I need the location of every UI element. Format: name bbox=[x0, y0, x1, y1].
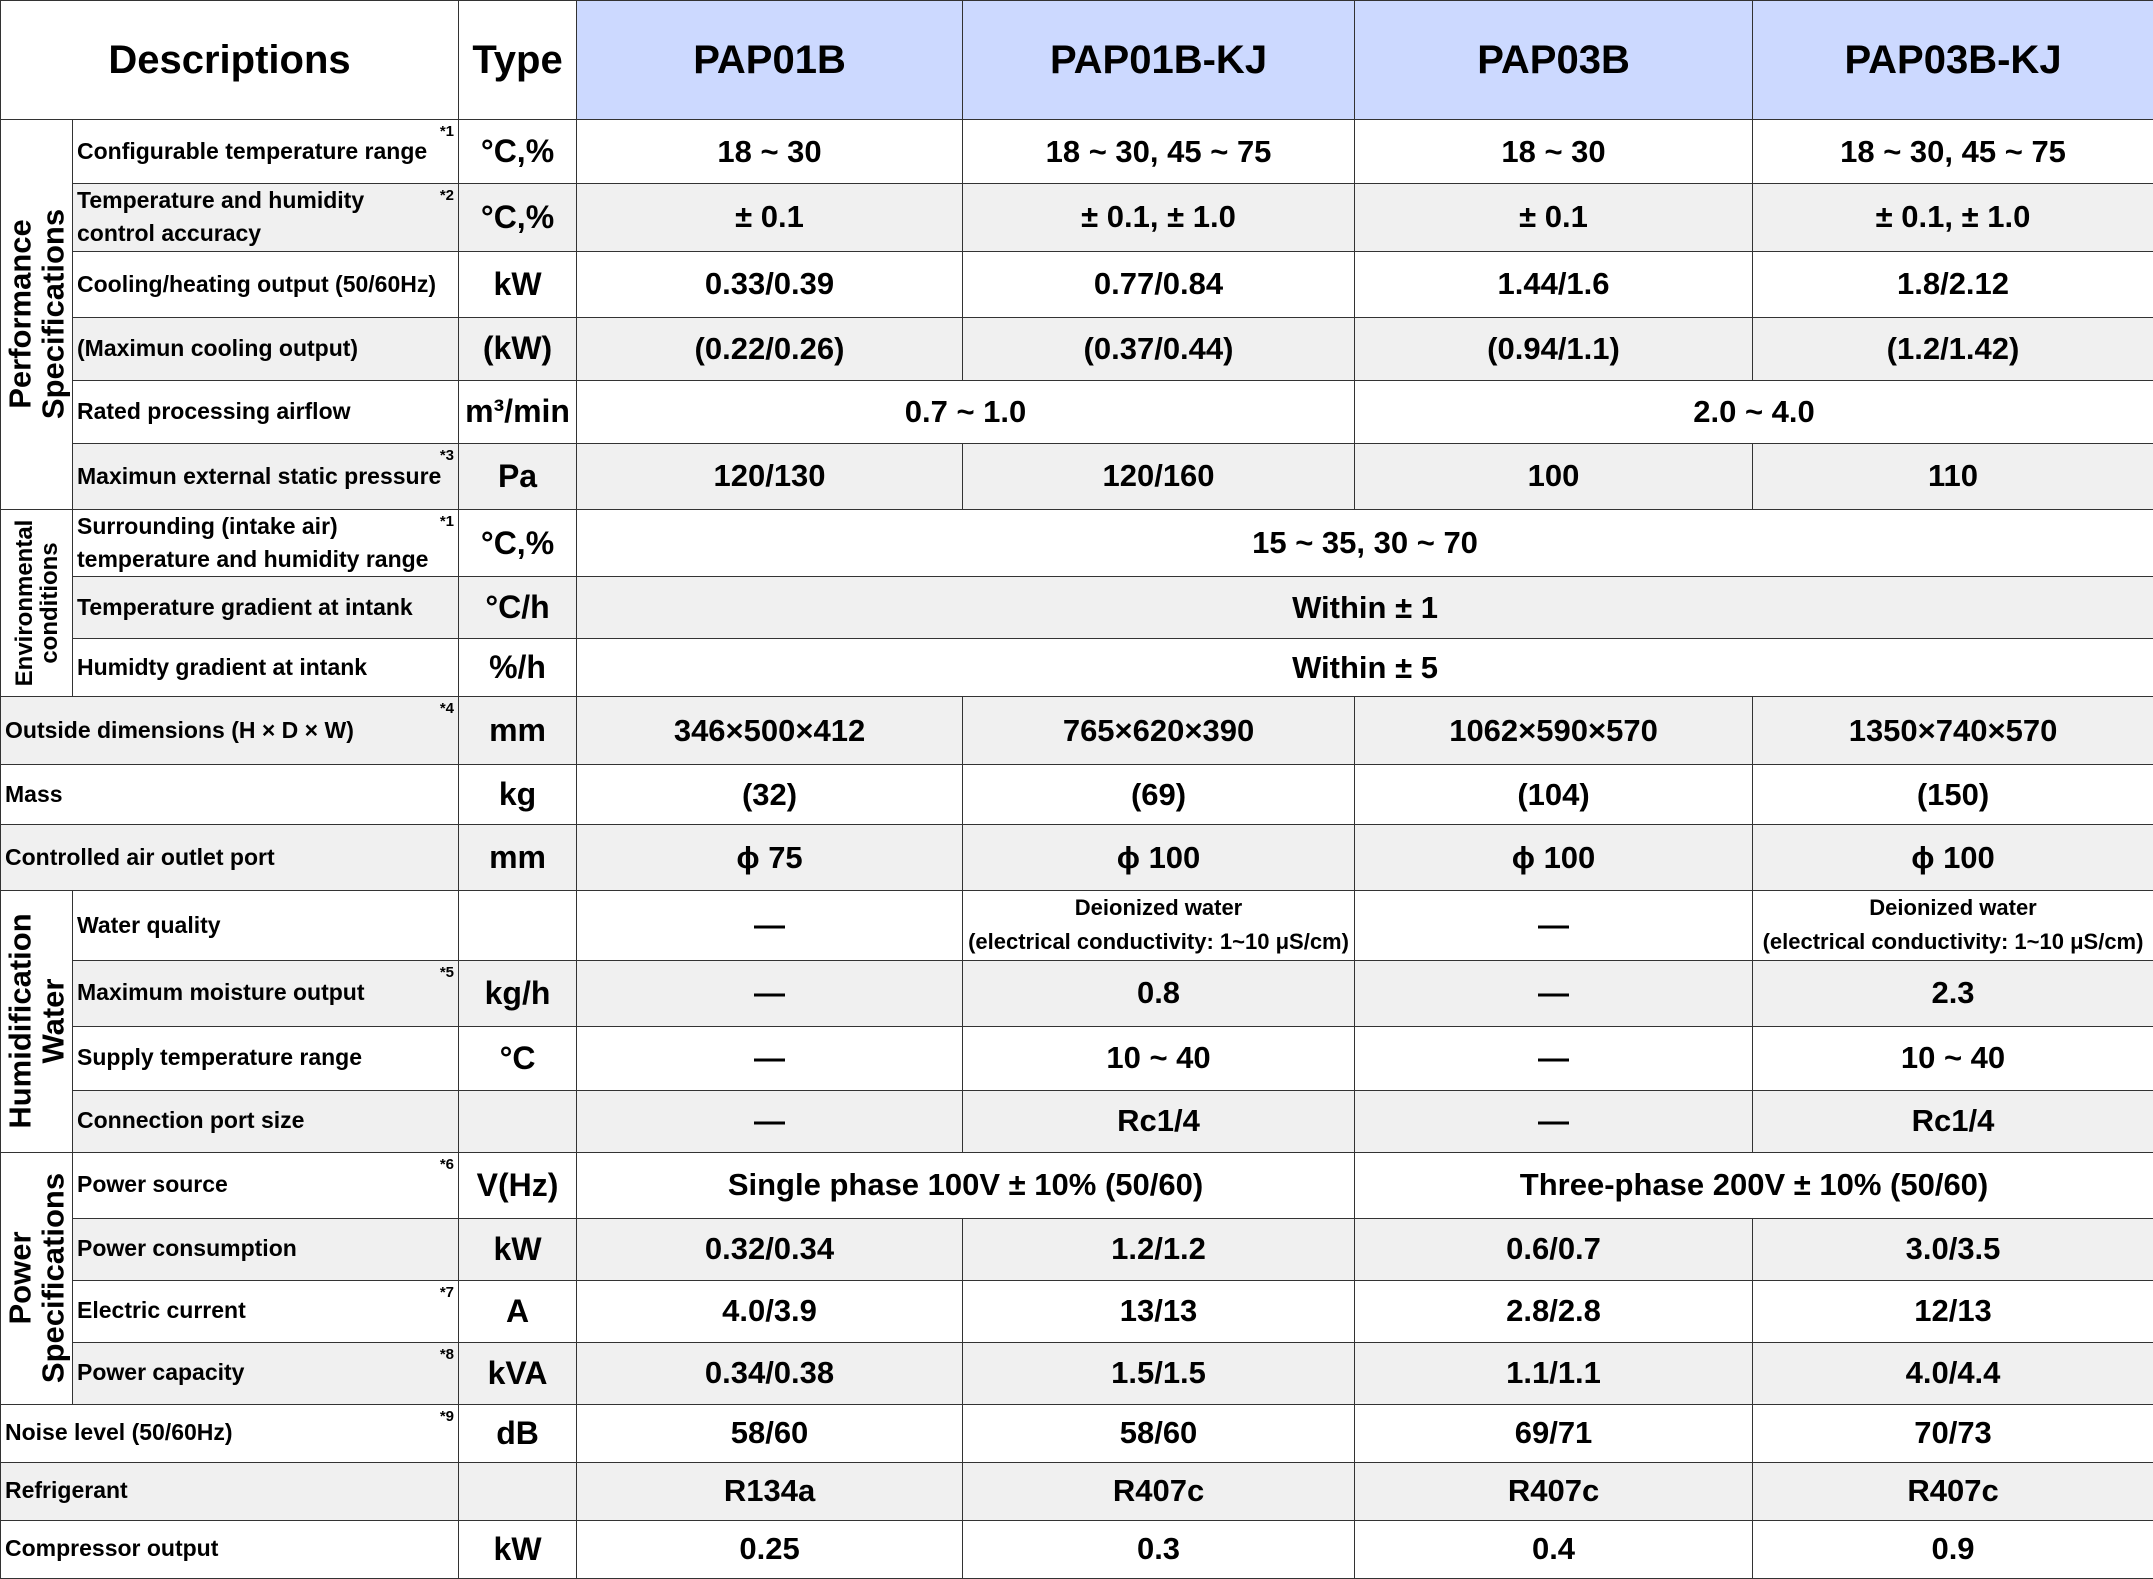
row-description: Controlled air outlet port bbox=[1, 825, 459, 891]
value-cell: — bbox=[1355, 891, 1753, 960]
value-cell: R407c bbox=[963, 1462, 1355, 1520]
row-unit bbox=[459, 891, 577, 960]
value-cell: 69/71 bbox=[1355, 1404, 1753, 1462]
value-cell: 0.7 ~ 1.0 bbox=[577, 380, 1355, 443]
row-description: Surrounding (intake air) temperature and humidity range *1 bbox=[73, 509, 459, 577]
row-unit: kW bbox=[459, 251, 577, 317]
value-cell: 2.8/2.8 bbox=[1355, 1280, 1753, 1342]
table-row bbox=[1, 1280, 2153, 1342]
value-cell: 70/73 bbox=[1753, 1404, 2153, 1462]
table-row bbox=[1, 765, 2153, 825]
table-row bbox=[1, 1152, 2153, 1218]
value-cell: 18 ~ 30, 45 ~ 75 bbox=[1753, 120, 2153, 184]
value-cell: — bbox=[1355, 960, 1753, 1026]
value-cell: 0.33/0.39 bbox=[577, 251, 963, 317]
model-header-pap03b: PAP03B bbox=[1355, 1, 1753, 120]
value-cell: 0.34/0.38 bbox=[577, 1342, 963, 1404]
row-description: Temperature and humidity control accuracy *2 bbox=[73, 184, 459, 252]
value-cell: (0.94/1.1) bbox=[1355, 317, 1753, 380]
table-row bbox=[1, 120, 2153, 184]
row-description: Cooling/heating output (50/60Hz) bbox=[73, 251, 459, 317]
value-cell: 15 ~ 35, 30 ~ 70 bbox=[577, 509, 2153, 577]
row-unit bbox=[459, 1462, 577, 1520]
table-row bbox=[1, 825, 2153, 891]
value-cell: 0.3 bbox=[963, 1520, 1355, 1578]
row-unit: °C,% bbox=[459, 184, 577, 252]
row-description: Water quality bbox=[73, 891, 459, 960]
value-cell: Deionized water (electrical conductivity: 1~10 μS/cm) bbox=[963, 891, 1355, 960]
row-description: Temperature gradient at intank bbox=[73, 577, 459, 639]
value-cell: 18 ~ 30, 45 ~ 75 bbox=[963, 120, 1355, 184]
model-header-pap01b-kj: PAP01B-KJ bbox=[963, 1, 1355, 120]
value-cell: 1.8/2.12 bbox=[1753, 251, 2153, 317]
value-cell: ± 0.1, ± 1.0 bbox=[963, 184, 1355, 252]
value-cell: 18 ~ 30 bbox=[577, 120, 963, 184]
group-label-environmental: Environmental conditions bbox=[1, 509, 73, 697]
value-cell: 12/13 bbox=[1753, 1280, 2153, 1342]
footnote-mark: *3 bbox=[440, 445, 454, 467]
value-cell: (69) bbox=[963, 765, 1355, 825]
group-label-humidification: Humidification Water bbox=[1, 891, 73, 1152]
table-row bbox=[1, 1090, 2153, 1152]
row-description: Maximun external static pressure *3 bbox=[73, 443, 459, 509]
model-header-pap01b: PAP01B bbox=[577, 1, 963, 120]
table-row bbox=[1, 960, 2153, 1026]
type-header: Type bbox=[459, 1, 577, 120]
value-cell: 0.6/0.7 bbox=[1355, 1218, 1753, 1280]
row-description: Rated processing airflow bbox=[73, 380, 459, 443]
value-cell: — bbox=[577, 1026, 963, 1090]
value-cell: (0.37/0.44) bbox=[963, 317, 1355, 380]
value-cell: — bbox=[577, 1090, 963, 1152]
row-description: Connection port size bbox=[73, 1090, 459, 1152]
value-cell: — bbox=[577, 960, 963, 1026]
table-row bbox=[1, 639, 2153, 697]
row-unit: A bbox=[459, 1280, 577, 1342]
value-cell: 1350×740×570 bbox=[1753, 697, 2153, 765]
value-cell: 13/13 bbox=[963, 1280, 1355, 1342]
row-unit: °C,% bbox=[459, 120, 577, 184]
value-cell: 1.44/1.6 bbox=[1355, 251, 1753, 317]
table-row bbox=[1, 577, 2153, 639]
value-cell: 346×500×412 bbox=[577, 697, 963, 765]
footnote-mark: *1 bbox=[440, 511, 454, 533]
value-cell: 2.0 ~ 4.0 bbox=[1355, 380, 2153, 443]
row-description: Humidty gradient at intank bbox=[73, 639, 459, 697]
row-unit: Pa bbox=[459, 443, 577, 509]
value-cell: R134a bbox=[577, 1462, 963, 1520]
value-cell: 58/60 bbox=[963, 1404, 1355, 1462]
value-cell: 765×620×390 bbox=[963, 697, 1355, 765]
value-cell: Three-phase 200V ± 10% (50/60) bbox=[1355, 1152, 2153, 1218]
value-cell: (1.2/1.42) bbox=[1753, 317, 2153, 380]
value-cell: 1.2/1.2 bbox=[963, 1218, 1355, 1280]
row-unit: (kW) bbox=[459, 317, 577, 380]
value-cell: Rc1/4 bbox=[1753, 1090, 2153, 1152]
value-cell: 4.0/4.4 bbox=[1753, 1342, 2153, 1404]
model-header-pap03b-kj: PAP03B-KJ bbox=[1753, 1, 2153, 120]
table-row bbox=[1, 184, 2153, 252]
value-cell: 0.8 bbox=[963, 960, 1355, 1026]
value-cell: Within ± 5 bbox=[577, 639, 2153, 697]
footnote-mark: *9 bbox=[440, 1406, 454, 1428]
value-cell: — bbox=[1355, 1090, 1753, 1152]
table-row bbox=[1, 380, 2153, 443]
row-unit: kg/h bbox=[459, 960, 577, 1026]
value-cell: ϕ 100 bbox=[1355, 825, 1753, 891]
value-cell: 120/130 bbox=[577, 443, 963, 509]
table-row bbox=[1, 443, 2153, 509]
row-description: Noise level (50/60Hz) *9 bbox=[1, 1404, 459, 1462]
value-cell: 10 ~ 40 bbox=[963, 1026, 1355, 1090]
value-cell: 10 ~ 40 bbox=[1753, 1026, 2153, 1090]
table-row bbox=[1, 1218, 2153, 1280]
value-cell: 120/160 bbox=[963, 443, 1355, 509]
row-unit: kW bbox=[459, 1520, 577, 1578]
row-unit: °C bbox=[459, 1026, 577, 1090]
table-row bbox=[1, 1462, 2153, 1520]
value-cell: (0.22/0.26) bbox=[577, 317, 963, 380]
value-cell: 0.32/0.34 bbox=[577, 1218, 963, 1280]
group-label-power: Power Specifications bbox=[1, 1152, 73, 1404]
row-unit: m³/min bbox=[459, 380, 577, 443]
row-description: Electric current *7 bbox=[73, 1280, 459, 1342]
table-row bbox=[1, 1342, 2153, 1404]
table-row bbox=[1, 1404, 2153, 1462]
value-cell: 4.0/3.9 bbox=[577, 1280, 963, 1342]
value-cell: ϕ 100 bbox=[963, 825, 1355, 891]
value-cell: — bbox=[577, 891, 963, 960]
header-row bbox=[1, 1, 2153, 120]
value-cell: Single phase 100V ± 10% (50/60) bbox=[577, 1152, 1355, 1218]
group-label-performance: Performance Specifications bbox=[1, 120, 73, 510]
table-row bbox=[1, 891, 2153, 960]
row-description: Power capacity *8 bbox=[73, 1342, 459, 1404]
row-unit: mm bbox=[459, 697, 577, 765]
row-unit: kW bbox=[459, 1218, 577, 1280]
value-cell: (150) bbox=[1753, 765, 2153, 825]
row-unit: %/h bbox=[459, 639, 577, 697]
descriptions-header: Descriptions bbox=[1, 1, 459, 120]
value-cell: 3.0/3.5 bbox=[1753, 1218, 2153, 1280]
table-row bbox=[1, 251, 2153, 317]
row-description: Mass bbox=[1, 765, 459, 825]
value-cell: (32) bbox=[577, 765, 963, 825]
row-description: Compressor output bbox=[1, 1520, 459, 1578]
footnote-mark: *6 bbox=[440, 1154, 454, 1176]
value-cell: 0.77/0.84 bbox=[963, 251, 1355, 317]
value-cell: Rc1/4 bbox=[963, 1090, 1355, 1152]
value-cell: 0.9 bbox=[1753, 1520, 2153, 1578]
row-description: Refrigerant bbox=[1, 1462, 459, 1520]
value-cell: Deionized water (electrical conductivity: 1~10 μS/cm) bbox=[1753, 891, 2153, 960]
footnote-mark: *7 bbox=[440, 1282, 454, 1304]
value-cell: 1062×590×570 bbox=[1355, 697, 1753, 765]
value-cell: ± 0.1 bbox=[577, 184, 963, 252]
footnote-mark: *1 bbox=[440, 121, 454, 143]
value-cell: 0.4 bbox=[1355, 1520, 1753, 1578]
row-description: (Maximun cooling output) bbox=[73, 317, 459, 380]
table-body bbox=[1, 120, 2153, 1579]
row-description: Configurable temperature range *1 bbox=[73, 120, 459, 184]
row-unit: V(Hz) bbox=[459, 1152, 577, 1218]
row-description: Maximum moisture output *5 bbox=[73, 960, 459, 1026]
value-cell: R407c bbox=[1355, 1462, 1753, 1520]
table-row bbox=[1, 697, 2153, 765]
footnote-mark: *4 bbox=[440, 698, 454, 720]
table-row bbox=[1, 317, 2153, 380]
row-unit: °C/h bbox=[459, 577, 577, 639]
row-unit: kg bbox=[459, 765, 577, 825]
table-row bbox=[1, 509, 2153, 577]
row-unit: dB bbox=[459, 1404, 577, 1462]
row-description: Supply temperature range bbox=[73, 1026, 459, 1090]
value-cell: 1.1/1.1 bbox=[1355, 1342, 1753, 1404]
row-description: Power consumption bbox=[73, 1218, 459, 1280]
footnote-mark: *5 bbox=[440, 962, 454, 984]
row-unit: °C,% bbox=[459, 509, 577, 577]
value-cell: ϕ 75 bbox=[577, 825, 963, 891]
row-unit: kVA bbox=[459, 1342, 577, 1404]
footnote-mark: *8 bbox=[440, 1344, 454, 1366]
value-cell: — bbox=[1355, 1026, 1753, 1090]
value-cell: 58/60 bbox=[577, 1404, 963, 1462]
value-cell: R407c bbox=[1753, 1462, 2153, 1520]
value-cell: 100 bbox=[1355, 443, 1753, 509]
row-description: Outside dimensions (H × D × W) *4 bbox=[1, 697, 459, 765]
value-cell: 0.25 bbox=[577, 1520, 963, 1578]
footnote-mark: *2 bbox=[440, 185, 454, 207]
value-cell: (104) bbox=[1355, 765, 1753, 825]
value-cell: ± 0.1 bbox=[1355, 184, 1753, 252]
value-cell: 110 bbox=[1753, 443, 2153, 509]
value-cell: ϕ 100 bbox=[1753, 825, 2153, 891]
value-cell: 2.3 bbox=[1753, 960, 2153, 1026]
table-row bbox=[1, 1520, 2153, 1578]
value-cell: 18 ~ 30 bbox=[1355, 120, 1753, 184]
value-cell: 1.5/1.5 bbox=[963, 1342, 1355, 1404]
row-unit bbox=[459, 1090, 577, 1152]
value-cell: Within ± 1 bbox=[577, 577, 2153, 639]
row-description: Power source *6 bbox=[73, 1152, 459, 1218]
value-cell: ± 0.1, ± 1.0 bbox=[1753, 184, 2153, 252]
row-unit: mm bbox=[459, 825, 577, 891]
table-row bbox=[1, 1026, 2153, 1090]
